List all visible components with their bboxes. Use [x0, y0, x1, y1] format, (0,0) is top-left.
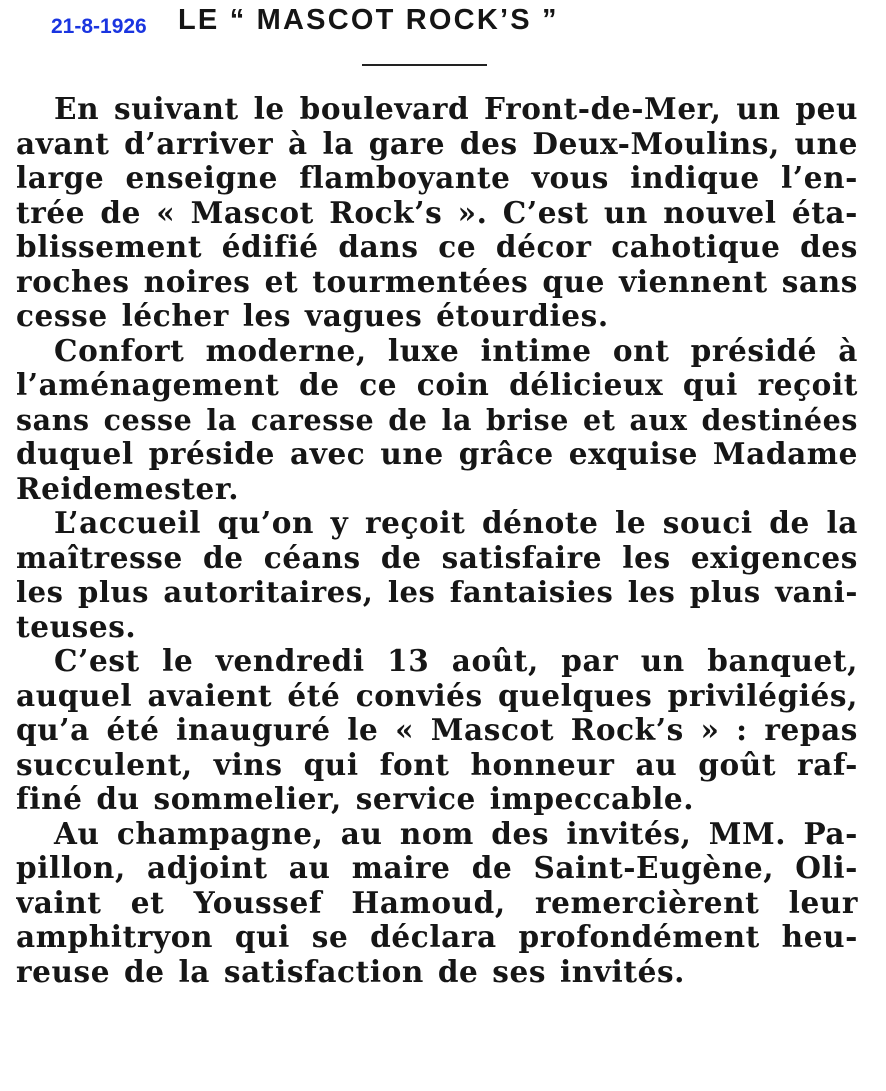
text-line: auquel avaient été conviés quelques privilégiés,: [16, 678, 858, 713]
text-line: les plus autoritaires, les fantaisies les plus vani-: [16, 575, 858, 609]
text-line: blissement édifié dans ce décor cahotique des: [16, 230, 858, 264]
paragraph: [16, 506, 858, 644]
text-line: Reidemester.: [16, 471, 240, 506]
text-line: succulent, vins qui font honneur au goût raf-: [16, 747, 858, 782]
text-line: l’aménagement de ce coin délicieux qui reçoit: [16, 368, 858, 402]
text-line: maîtresse de céans de satisfaire les exigences: [16, 540, 858, 575]
paragraph: [16, 817, 858, 990]
text-line: vaint et Youssef Hamoud, remercièrent leur: [16, 885, 858, 920]
text-line: teuses.: [16, 609, 137, 644]
text-line: cesse lécher les vagues étourdies.: [16, 299, 609, 333]
text-line: reuse de la satisfaction de ses invités.: [16, 954, 686, 989]
text-line: avant d’arriver à la gare des Deux-Moulins, une: [16, 126, 858, 161]
text-line: duquel préside avec une grâce exquise Madame: [16, 437, 858, 471]
text-line: roches noires et tourmentées que viennent sans: [16, 264, 858, 299]
text-line: Confort moderne, luxe intime ont présidé à: [54, 333, 858, 368]
text-line: sans cesse la caresse de la brise et aux destinées: [16, 402, 858, 437]
article-body: [16, 92, 858, 989]
text-line: finé du sommelier, service impeccable.: [16, 782, 695, 816]
paragraph: [16, 92, 858, 334]
text-line: amphitryon qui se déclara profondément heu-: [16, 920, 858, 954]
clipping-date: 21-8-1926: [51, 15, 147, 38]
text-line: En suivant le boulevard Front-de-Mer, un peu: [54, 92, 858, 126]
article-headline: LE “ MASCOT ROCK’S ”: [178, 4, 559, 36]
paragraph: [16, 334, 858, 507]
text-line: qu’a été inauguré le « Mascot Rock’s » : repas: [16, 713, 858, 747]
paragraph: [16, 644, 858, 817]
text-line: large enseigne flamboyante vous indique l’en-: [16, 161, 858, 195]
text-line: trée de « Mascot Rock’s ». C’est un nouvel éta-: [16, 195, 858, 230]
text-line: Au champagne, au nom des invités, MM. Pa-: [54, 816, 858, 851]
headline-rule: [362, 64, 487, 66]
text-line: L’accueil qu’on y reçoit dénote le souci de la: [54, 506, 858, 540]
text-line: pillon, adjoint au maire de Saint-Eugène, Oli-: [16, 851, 858, 885]
text-line: C’est le vendredi 13 août, par un banquet,: [54, 644, 858, 678]
